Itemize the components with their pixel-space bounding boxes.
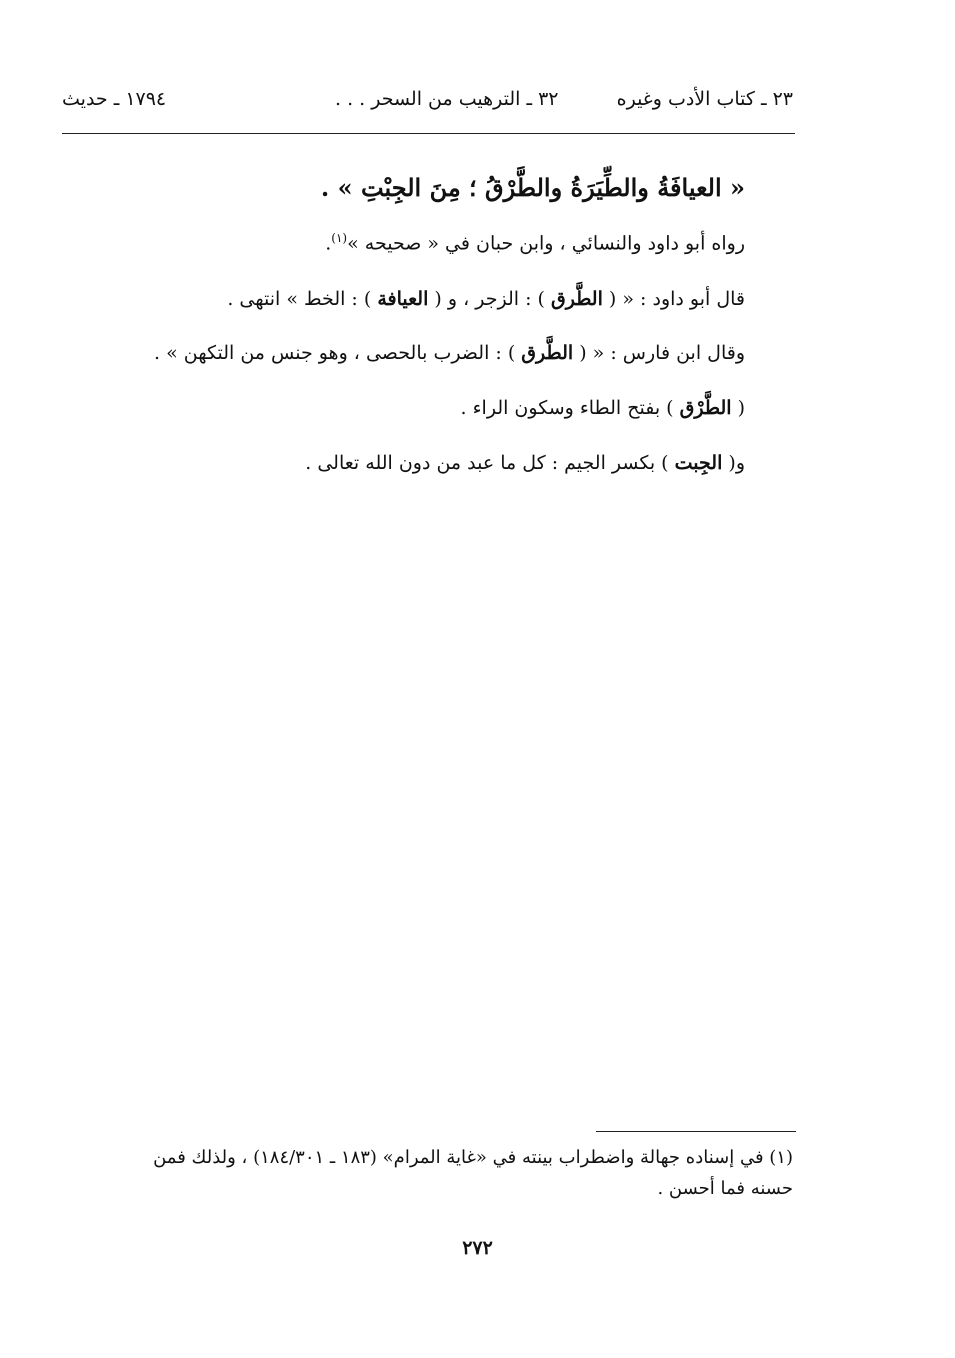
running-header-section: ٣٢ ـ الترهيب من السحر . . . [335, 88, 559, 110]
abu-dawud-explanation [227, 288, 745, 312]
ibn-faris-explanation [154, 342, 745, 366]
abu-dawud-middle: ) : الزجر ، و ( [434, 288, 545, 310]
jibt-definition-text: ) بكسر الجيم : كل ما عبد من دون الله تعالى . [305, 452, 669, 474]
running-header-chapter: ٢٣ ـ كتاب الأدب وغيره [616, 88, 793, 110]
term-iyafa: العيافة [377, 288, 429, 310]
narration-text: رواه أبو داود والنسائي ، وابن حبان في « صحيحه » [347, 232, 745, 255]
hadith-text: « العيافَةُ والطِّيَرَةُ والطَّرْقُ ؛ مِنَ الجِبْتِ » . [320, 173, 745, 202]
tarq-pronunciation [461, 397, 745, 421]
abu-dawud-prefix: قال أبو داود : « ( [608, 288, 745, 310]
narration-line [325, 231, 745, 256]
narration-period: . [325, 232, 332, 255]
running-header-hadith-range: ١٧٩٤ ـ حديث [62, 88, 167, 110]
ibn-faris-term: الطَّرق [521, 342, 574, 364]
tarq-open-paren: ( [737, 397, 745, 419]
footnote-line-1: (١) في إسناده جهالة واضطراب بينته في «غاية المرام» (١٨٣ ـ ١٨٤/٣٠١) ، ولذلك فمن [153, 1147, 793, 1168]
abu-dawud-end: ) : الخط » انتهى . [227, 288, 372, 310]
jibt-definition [305, 452, 745, 476]
ibn-faris-definition: ) : الضرب بالحصى ، وهو جنس من التكهن » . [154, 342, 516, 364]
page-number: ٢٧٢ [462, 1237, 493, 1259]
footnote-reference[interactable]: (١) [331, 231, 348, 245]
jibt-open-paren: و( [728, 452, 745, 474]
header-divider [62, 133, 795, 134]
ibn-faris-prefix: وقال ابن فارس : « ( [579, 342, 745, 364]
footnote-line-2: حسنه فما أحسن . [657, 1178, 793, 1199]
tarq-term: الطَّرْق [679, 397, 732, 419]
term-tarq: الطَّرق [550, 288, 603, 310]
footnote-divider [596, 1131, 796, 1132]
tarq-definition: ) بفتح الطاء وسكون الراء . [460, 397, 674, 419]
jibt-term: الجِبت [674, 452, 723, 474]
